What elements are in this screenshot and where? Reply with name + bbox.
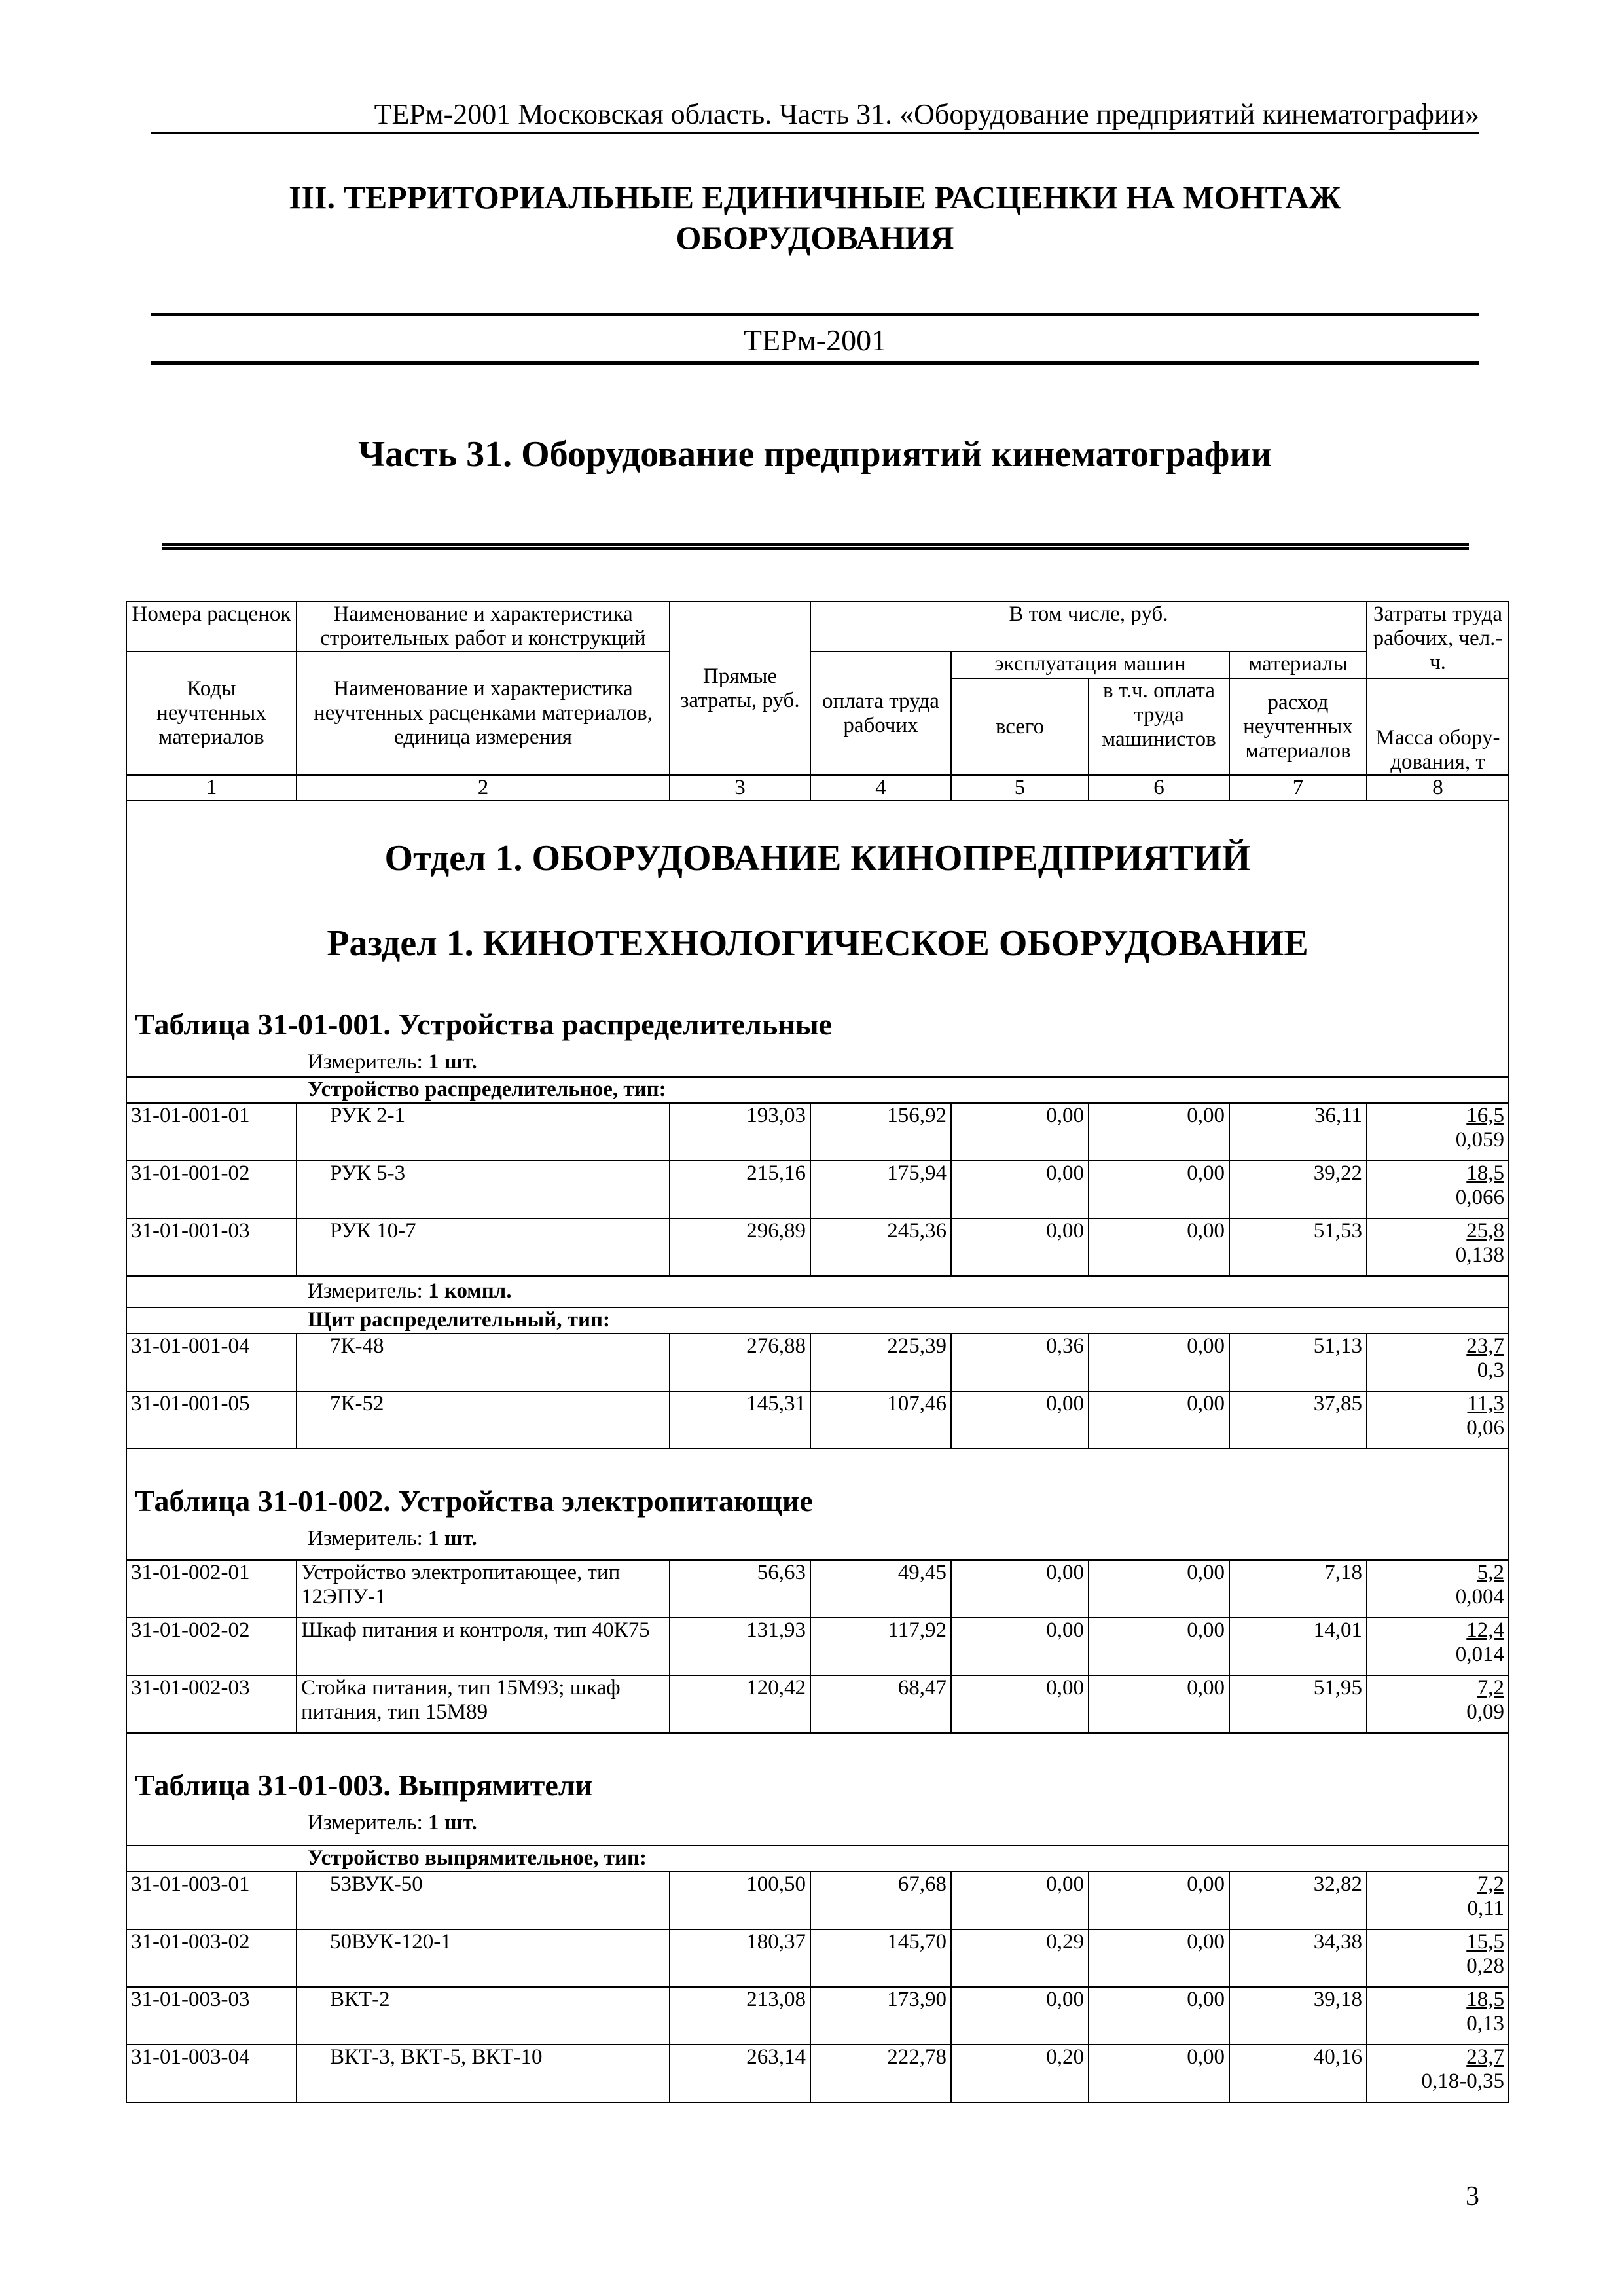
unit-line	[126, 1276, 1509, 1307]
operators-pay: 0,00	[1089, 1987, 1229, 2045]
group-heading: Щит распределительный, тип:	[126, 1307, 1509, 1334]
rate-name: РУК 2-1	[297, 1103, 670, 1161]
col-including: В том числе, руб.	[810, 602, 1367, 651]
operators-pay: 0,00	[1089, 1161, 1229, 1218]
direct-costs: 56,63	[670, 1560, 810, 1618]
table-row	[126, 1618, 1509, 1675]
running-header: ТЕРм-2001 Московская область. Часть 31. «Оборудование предприятий кинематографии»	[374, 98, 1479, 130]
machines-total: 0,00	[951, 1103, 1089, 1161]
materials-cost: 51,53	[1229, 1218, 1367, 1276]
equipment-mass: 0,014	[1455, 1643, 1505, 1666]
rate-name: 53ВУК-50	[297, 1872, 670, 1929]
table-title: Таблица 31-01-002. Устройства электропитающие	[135, 1484, 813, 1518]
rate-code: 31-01-001-03	[126, 1218, 297, 1276]
table-title: Таблица 31-01-001. Устройства распределительные	[135, 1008, 833, 1041]
operators-pay: 0,00	[1089, 2045, 1229, 2102]
col-machine-operator-pay: в т.ч. оплата труда машинистов	[1089, 678, 1229, 775]
table-title: Таблица 31-01-003. Выпрямители	[135, 1768, 593, 1802]
table-row	[126, 1103, 1509, 1161]
operators-pay: 0,00	[1089, 1334, 1229, 1391]
machines-total: 0,00	[951, 1675, 1089, 1733]
labor-hours: 18,5	[1466, 1988, 1505, 2011]
col-labor-pay: оплата труда рабочих	[810, 651, 951, 775]
col-number: 4	[810, 775, 951, 801]
col-number: 8	[1367, 775, 1509, 801]
labor-pay: 173,90	[810, 1987, 951, 2045]
direct-costs: 193,03	[670, 1103, 810, 1161]
operators-pay: 0,00	[1089, 1103, 1229, 1161]
operators-pay: 0,00	[1089, 1218, 1229, 1276]
rate-name: Стойка питания, тип 15М93; шкаф питания, тип 15М89	[297, 1675, 670, 1733]
unit-value: 1 шт.	[428, 1527, 477, 1550]
header-rule	[151, 132, 1479, 134]
labor-pay: 222,78	[810, 2045, 951, 2102]
labor-hours: 5,2	[1477, 1561, 1505, 1584]
direct-costs: 263,14	[670, 2045, 810, 2102]
machines-total: 0,20	[951, 2045, 1089, 2102]
rate-name: ВКТ-2	[297, 1987, 670, 2045]
table-row	[126, 2045, 1509, 2102]
materials-cost: 37,85	[1229, 1391, 1367, 1449]
labor-hours: 11,3	[1467, 1392, 1505, 1415]
labor-hours: 7,2	[1477, 1676, 1505, 1700]
equipment-mass: 0,3	[1477, 1358, 1505, 1382]
unit-value: 1 компл.	[428, 1279, 512, 1303]
main-title-line1: III. ТЕРРИТОРИАЛЬНЫЕ ЕДИНИЧНЫЕ РАСЦЕНКИ НА МОНТАЖ	[289, 179, 1341, 215]
col-work-name: Наименование и характеристика строительных работ и конструкций	[297, 602, 670, 651]
equipment-mass: 0,11	[1467, 1897, 1505, 1920]
table-row	[126, 1929, 1509, 1987]
rule	[162, 543, 1469, 550]
table-row	[126, 1560, 1509, 1618]
rate-name: ВКТ-3, ВКТ-5, ВКТ-10	[297, 2045, 670, 2102]
part-title: Часть 31. Оборудование предприятий кинематографии	[358, 434, 1272, 475]
materials-cost: 40,16	[1229, 2045, 1367, 2102]
machines-total: 0,36	[951, 1334, 1089, 1391]
col-number: 7	[1229, 775, 1367, 801]
labor-hours: 16,5	[1466, 1104, 1505, 1127]
labor-pay: 175,94	[810, 1161, 951, 1218]
unit-value: 1 шт.	[428, 1050, 477, 1074]
operators-pay: 0,00	[1089, 1872, 1229, 1929]
unit-label: Измеритель:	[308, 1527, 429, 1550]
labor-hours: 12,4	[1466, 1618, 1505, 1642]
section-title: Раздел 1. КИНОТЕХНОЛОГИЧЕСКОЕ ОБОРУДОВАНИЕ	[327, 923, 1308, 964]
page-number: 3	[1466, 2181, 1479, 2212]
operators-pay: 0,00	[1089, 1929, 1229, 1987]
rate-name: Шкаф питания и контроля, тип 40К75	[297, 1618, 670, 1675]
col-machine-operation: эксплуатация машин	[951, 651, 1229, 678]
materials-cost: 36,11	[1229, 1103, 1367, 1161]
table-row	[126, 1334, 1509, 1391]
equipment-mass: 0,06	[1466, 1416, 1505, 1440]
rate-code: 31-01-001-05	[126, 1391, 297, 1449]
col-number: 5	[951, 775, 1089, 801]
materials-cost: 51,13	[1229, 1334, 1367, 1391]
direct-costs: 100,50	[670, 1872, 810, 1929]
rate-name: Устройство электропитающее, тип 12ЭПУ-1	[297, 1560, 670, 1618]
direct-costs: 215,16	[670, 1161, 810, 1218]
direct-costs: 145,31	[670, 1391, 810, 1449]
labor-hours: 7,2	[1477, 1872, 1505, 1896]
equipment-mass: 0,09	[1466, 1700, 1505, 1724]
table-row	[126, 1218, 1509, 1276]
rates-table	[126, 601, 1509, 2103]
table-row	[126, 1872, 1509, 1929]
col-machine-total: всего	[951, 678, 1089, 775]
operators-pay: 0,00	[1089, 1618, 1229, 1675]
labor-pay: 156,92	[810, 1103, 951, 1161]
direct-costs: 296,89	[670, 1218, 810, 1276]
department-title: Отдел 1. ОБОРУДОВАНИЕ КИНОПРЕДПРИЯТИЙ	[384, 838, 1251, 879]
col-number: 2	[297, 775, 670, 801]
rate-name: 50ВУК-120-1	[297, 1929, 670, 1987]
labor-pay: 145,70	[810, 1929, 951, 1987]
labor-hours: 23,7	[1466, 1334, 1505, 1358]
labor-hours: 18,5	[1466, 1161, 1505, 1185]
col-labor-costs: Затраты труда рабочих, чел.-ч.	[1367, 602, 1509, 678]
equipment-mass: 0,18-0,35	[1421, 2069, 1505, 2093]
unit-line	[127, 1524, 1508, 1553]
col-material-codes: Коды неучтенных материалов	[126, 651, 297, 775]
materials-cost: 32,82	[1229, 1872, 1367, 1929]
operators-pay: 0,00	[1089, 1391, 1229, 1449]
equipment-mass: 0,066	[1455, 1186, 1505, 1209]
rate-name: 7К-48	[297, 1334, 670, 1391]
rate-code: 31-01-002-01	[126, 1560, 297, 1618]
rate-code: 31-01-001-04	[126, 1334, 297, 1391]
col-equipment-mass: Масса обору-дования, т	[1367, 678, 1509, 775]
direct-costs: 213,08	[670, 1987, 810, 2045]
rate-code: 31-01-003-02	[126, 1929, 297, 1987]
materials-cost: 39,18	[1229, 1987, 1367, 2045]
labor-pay: 68,47	[810, 1675, 951, 1733]
equipment-mass: 0,28	[1466, 1954, 1505, 1978]
equipment-mass: 0,138	[1455, 1243, 1505, 1267]
operators-pay: 0,00	[1089, 1560, 1229, 1618]
machines-total: 0,00	[951, 1872, 1089, 1929]
direct-costs: 276,88	[670, 1334, 810, 1391]
labor-pay: 107,46	[810, 1391, 951, 1449]
table-row	[126, 1391, 1509, 1449]
rate-name: 7К-52	[297, 1391, 670, 1449]
machines-total: 0,00	[951, 1218, 1089, 1276]
labor-hours: 15,5	[1466, 1930, 1505, 1954]
rate-name: РУК 10-7	[297, 1218, 670, 1276]
labor-hours: 25,8	[1466, 1219, 1505, 1243]
col-materials: материалы	[1229, 651, 1367, 678]
col-material-name: Наименование и характеристика неучтенных расценками материалов, единица измерения	[297, 651, 670, 775]
direct-costs: 180,37	[670, 1929, 810, 1987]
labor-pay: 117,92	[810, 1618, 951, 1675]
rate-code: 31-01-002-02	[126, 1618, 297, 1675]
equipment-mass: 0,059	[1455, 1128, 1505, 1152]
machines-total: 0,00	[951, 1161, 1089, 1218]
direct-costs: 120,42	[670, 1675, 810, 1733]
main-title-line2: ОБОРУДОВАНИЯ	[676, 219, 954, 256]
main-title	[151, 177, 1479, 258]
machines-total: 0,00	[951, 1987, 1089, 2045]
group-heading: Устройство распределительное, тип:	[126, 1077, 1509, 1103]
labor-pay: 245,36	[810, 1218, 951, 1276]
group-heading: Устройство выпрямительное, тип:	[126, 1846, 1509, 1872]
collection-code: ТЕРм-2001	[743, 323, 887, 357]
materials-cost: 39,22	[1229, 1161, 1367, 1218]
labor-pay: 67,68	[810, 1872, 951, 1929]
rate-code: 31-01-001-01	[126, 1103, 297, 1161]
labor-pay: 225,39	[810, 1334, 951, 1391]
table-row	[126, 1987, 1509, 2045]
rate-code: 31-01-003-04	[126, 2045, 297, 2102]
unit-label: Измеритель:	[308, 1279, 429, 1303]
col-unaccounted-materials: расход неучтенных материалов	[1229, 678, 1367, 775]
materials-cost: 14,01	[1229, 1618, 1367, 1675]
col-direct-costs: Прямые затраты, руб.	[670, 602, 810, 775]
rate-code: 31-01-001-02	[126, 1161, 297, 1218]
unit-label: Измеритель:	[308, 1811, 429, 1834]
rate-code: 31-01-003-01	[126, 1872, 297, 1929]
unit-line	[127, 1048, 1508, 1076]
rule	[151, 313, 1479, 316]
col-number: 3	[670, 775, 810, 801]
table-row	[126, 1675, 1509, 1733]
unit-label: Измеритель:	[308, 1050, 429, 1074]
rate-code: 31-01-002-03	[126, 1675, 297, 1733]
rule	[151, 361, 1479, 365]
materials-cost: 7,18	[1229, 1560, 1367, 1618]
machines-total: 0,00	[951, 1618, 1089, 1675]
col-number: 1	[126, 775, 297, 801]
col-rate-numbers: Номера расценок	[126, 602, 297, 651]
materials-cost: 51,95	[1229, 1675, 1367, 1733]
table-row	[126, 1161, 1509, 1218]
machines-total: 0,00	[951, 1560, 1089, 1618]
machines-total: 0,00	[951, 1391, 1089, 1449]
equipment-mass: 0,004	[1455, 1585, 1505, 1609]
col-number: 6	[1089, 775, 1229, 801]
operators-pay: 0,00	[1089, 1675, 1229, 1733]
equipment-mass: 0,13	[1466, 2012, 1505, 2035]
rate-code: 31-01-003-03	[126, 1987, 297, 2045]
rate-name: РУК 5-3	[297, 1161, 670, 1218]
labor-pay: 49,45	[810, 1560, 951, 1618]
materials-cost: 34,38	[1229, 1929, 1367, 1987]
machines-total: 0,29	[951, 1929, 1089, 1987]
labor-hours: 23,7	[1466, 2045, 1505, 2069]
unit-line	[127, 1808, 1508, 1837]
unit-value: 1 шт.	[428, 1811, 477, 1834]
direct-costs: 131,93	[670, 1618, 810, 1675]
